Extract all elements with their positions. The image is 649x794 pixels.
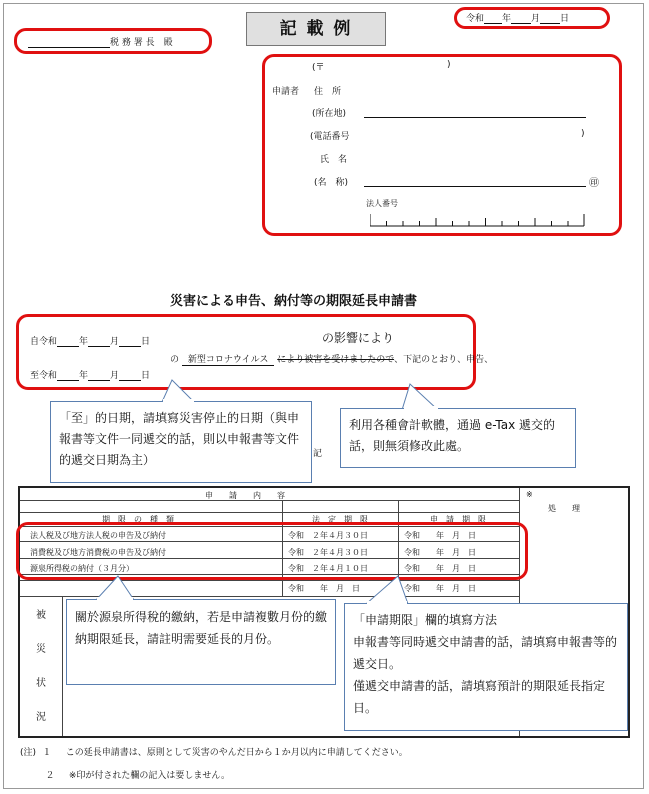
title-text: 記 載 例 [279,19,353,39]
row-2-legal: 令和 ２年４月３０日 [288,548,368,557]
table-header-main: 申 請 内 容 [205,491,285,500]
callout-1-pointer-cover [161,399,197,405]
from-day-unit: 日 [141,337,151,347]
damage-label-2: 災 [36,644,46,655]
to-year-unit: 年 [79,371,89,381]
row-1-request: 令和 年 月 日 [404,531,476,540]
processing-label: 処 理 [548,504,580,513]
callout-3: 關於源泉所得稅的繳納，若是申請複數月份的繳納期限延長，請註明需要延長的月份。 [66,599,336,685]
note-1-text: この延長申請書は、原則として災害のやんだ日から１か月以内に申請してください。 [65,748,408,758]
col-legal-header: 法 定 期 限 [312,515,368,524]
from-date [30,334,150,347]
postal-close: ) [447,60,451,70]
note-prefix: (注) [20,748,37,758]
applicant-label: 申請者 [272,87,300,97]
callout-1: 「至」的日期，請填寫災害停止的日期（與申報書等文件一同遞交的話，則以申報書等文件的遞交日期為主） [50,401,312,483]
row-3-legal: 令和 ２年４月１０日 [288,564,368,573]
note-2 [42,768,230,781]
struck-text: により被害を受けましたので [277,355,395,365]
callout-4-line-3: 僅遞交申請書的話，請填寫預計的期限延長指定日。 [353,679,606,715]
date-month-unit: 月 [531,14,541,24]
form-title: 災害による申告、納付等の期限延長申請書 [170,294,418,309]
postal-prefix: (〒 [312,63,325,73]
note-2-text: ※印が付された欄の記入は要しません。 [68,771,230,781]
corp-number-boxes [370,212,586,228]
no-particle: の [170,355,180,365]
stamp-mark: ※ [526,490,533,499]
callout-2: 利用各種會計軟體，通過 e-Tax 遞交的話，則無須修改此處。 [340,408,576,468]
extra-row-legal: 令和 年 月 日 [288,584,360,593]
postal-row [312,60,462,73]
callout-4 [344,603,628,731]
to-day-unit: 日 [141,371,151,381]
seal-mark: ㊞ [589,178,599,189]
address-label: 住 所 [314,87,342,97]
corp-name-label: (名 称) [314,178,349,188]
damage-label-1: 被 [36,610,46,621]
callout-4-line-1: 「申請期限」欄的填寫方法 [353,613,498,627]
corp-number-label: 法人番号 [366,199,398,208]
location-line [364,117,586,118]
col-type-header: 期 限 の 種 類 [102,515,174,524]
note-1 [20,745,408,758]
phone-close: ) [581,129,585,139]
body-tail: 、下記のとおり、申告、 [394,355,494,365]
row-3-request: 令和 年 月 日 [404,564,476,573]
col-request-header: 申 請 期 限 [430,515,486,524]
note-1-number: １ [42,748,52,758]
row-1-type: 法人税及び地方法人税の申告及び納付 [30,531,166,540]
damage-label-4: 況 [36,712,46,723]
application-date [466,11,569,24]
row-2-request: 令和 年 月 日 [404,548,476,557]
corp-name-line [364,186,586,187]
row-2-type: 消費税及び地方消費税の申告及び納付 [30,548,166,557]
row-3-type: 源泉所得税の納付（３月分） [30,564,134,573]
callout-2-pointer-cover [402,406,442,412]
date-day-unit: 日 [560,14,570,24]
disaster-name: 新型コロナウイルス [182,352,274,366]
disaster-line [170,352,493,366]
from-year-unit: 年 [79,337,89,347]
from-prefix: 自令和 [30,337,58,347]
date-era: 令和 [466,14,485,24]
callout-4-line-2: 申報書等同時遞交申請書的話，請填寫申報書等的遞交日。 [353,635,618,671]
to-date [30,368,150,381]
callout-4-pointer-cover [365,601,411,607]
addressee [28,35,173,48]
applicant-highlight [262,54,622,236]
note-2-number: ２ [45,771,55,781]
ki-label: 記 [313,449,323,459]
from-month-unit: 月 [110,337,120,347]
callout-3-pointer-cover [95,597,137,603]
location-label: (所在地) [312,109,347,119]
extra-row-request: 令和 年 月 日 [404,584,476,593]
date-year-unit: 年 [502,14,512,24]
to-prefix: 至令和 [30,371,58,381]
phone-label: (電話番号 [310,132,350,142]
name-label: 氏 名 [320,155,348,165]
to-month-unit: 月 [110,371,120,381]
damage-label-3: 状 [36,678,46,689]
addressee-text: 税 務 署 長 殿 [110,38,173,48]
row-1-legal: 令和 ２年４月３０日 [288,531,368,540]
title-box [246,12,386,46]
influence-text: の影響により [322,331,395,345]
